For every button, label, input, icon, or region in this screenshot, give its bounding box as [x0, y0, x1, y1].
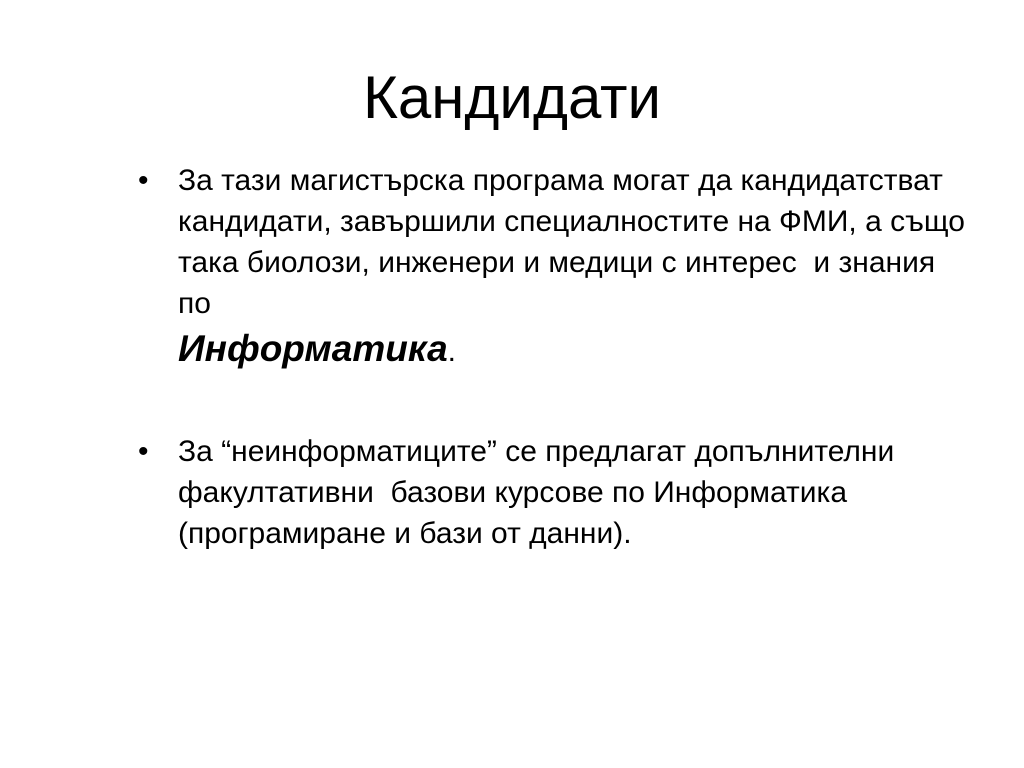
bullet-text-emphasis: Информатика: [178, 328, 448, 369]
bullet-text-end: .: [447, 335, 456, 368]
bullet-dot-icon: •: [138, 435, 149, 468]
bullet-item-1: [138, 160, 974, 374]
slide-title: Кандидати: [362, 64, 662, 131]
bullet-text-main: За “неинформатиците” се предлагат допълнителни факултативни базови курсове по Информатика (програмиране и бази от данни).: [178, 435, 903, 550]
bullet-text: [178, 435, 903, 550]
bullet-text: [178, 164, 973, 368]
bullet-list: [138, 160, 974, 554]
bullet-item-2: [138, 431, 968, 554]
bullet-text-main: За тази магистърска програма могат да кандидатстват кандидати, завършили специалностите на ФМИ, а също така биолози, инженери и медици с интерес и знания по: [178, 164, 974, 320]
bullet-dot-icon: •: [138, 164, 149, 197]
